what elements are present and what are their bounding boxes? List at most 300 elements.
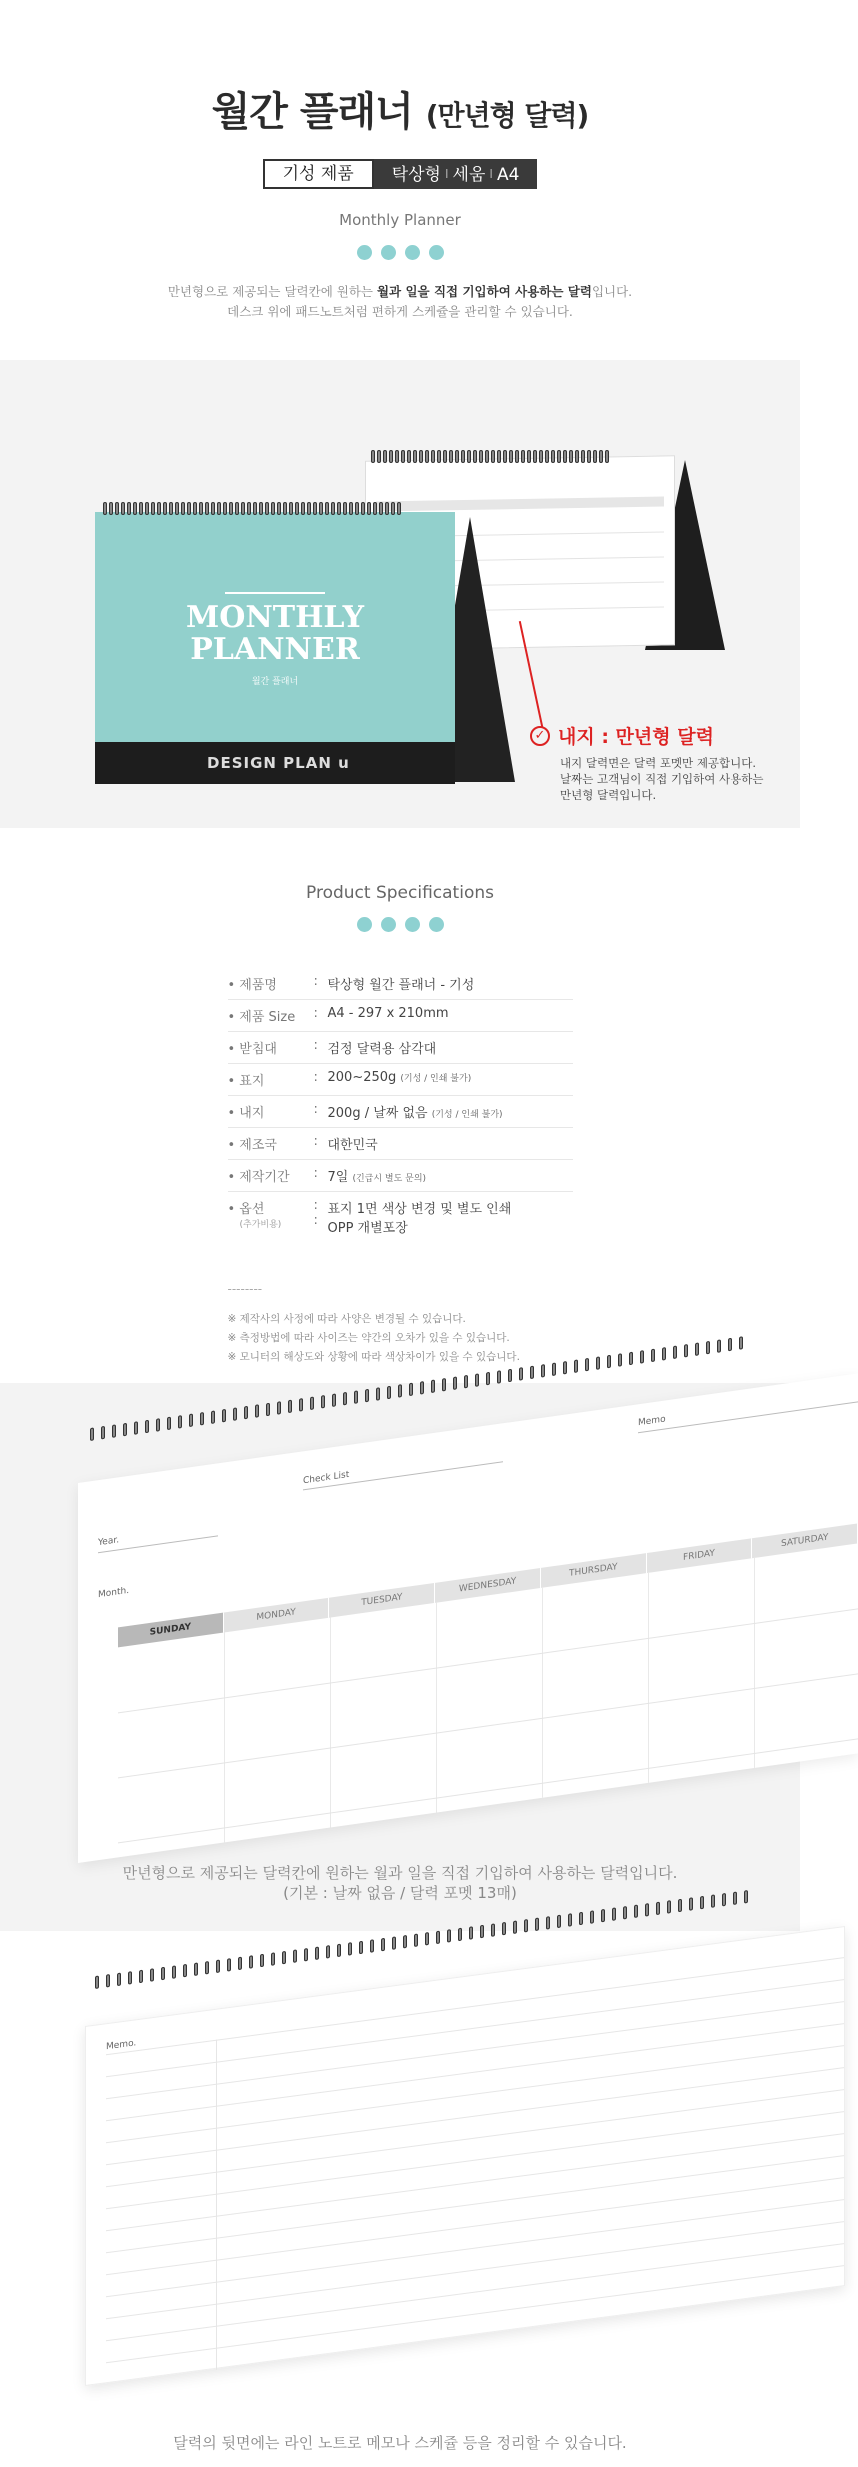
spec-row — [228, 1064, 573, 1096]
spec-value-text: 대한민국 — [327, 1138, 378, 1153]
front-calendar — [95, 502, 515, 772]
spiral-ring — [359, 1941, 363, 1955]
spiral-ring — [443, 450, 447, 463]
option-sub: (추가비용) — [239, 1220, 282, 1230]
spiral-ring — [678, 1899, 682, 1913]
product-tags — [263, 159, 538, 189]
spec-colon: : — [313, 1070, 318, 1085]
spiral-ring — [508, 1369, 512, 1383]
spiral-ring — [121, 502, 125, 515]
spiral-ring — [656, 1902, 660, 1916]
spiral-rings — [371, 450, 609, 463]
cover-base-brand: DESIGN PLAN u — [95, 742, 455, 784]
memo-label: Memo — [638, 1414, 666, 1429]
spiral-ring — [420, 1381, 424, 1395]
spiral-ring — [612, 1907, 616, 1921]
colon: : — [313, 1213, 318, 1228]
product-photo — [0, 360, 800, 828]
spiral-ring — [391, 502, 395, 515]
grid-line — [118, 1738, 858, 1843]
spiral-ring — [684, 1344, 688, 1358]
spiral-ring — [563, 1361, 567, 1375]
spiral-ring — [509, 450, 513, 463]
spiral-ring — [326, 1945, 330, 1959]
product-header — [0, 0, 800, 360]
spiral-ring — [515, 450, 519, 463]
spiral-ring — [259, 502, 263, 515]
spiral-ring — [486, 1372, 490, 1386]
desc-bold: 월과 일을 직접 기입하여 사용하는 달력 — [376, 284, 592, 299]
spiral-ring — [689, 1897, 693, 1911]
inner-caption — [0, 1863, 800, 1903]
spiral-ring — [255, 1404, 259, 1418]
spiral-ring — [343, 502, 347, 515]
spiral-ring — [581, 450, 585, 463]
spiral-ring — [623, 1906, 627, 1920]
spiral-ring — [157, 502, 161, 515]
day-friday: FRIDAY — [647, 1538, 753, 1573]
spiral-ring — [183, 1964, 187, 1978]
note-item: ※ 제작사의 사정에 따라 사양은 변경될 수 있습니다. — [227, 1313, 466, 1325]
grid-line — [224, 1632, 225, 1842]
callout-title: 내지 : 만년형 달력 — [558, 726, 714, 748]
spiral-ring — [304, 1948, 308, 1962]
spiral-ring — [449, 450, 453, 463]
spiral-ring — [161, 1967, 165, 1981]
spiral-ring — [112, 1424, 116, 1438]
spiral-ring — [640, 1350, 644, 1364]
spiral-ring — [733, 1891, 737, 1905]
spiral-ring — [717, 1339, 721, 1353]
spiral-ring — [385, 502, 389, 515]
spiral-ring — [587, 450, 591, 463]
spiral-ring — [431, 450, 435, 463]
spiral-ring — [527, 450, 531, 463]
spiral-ring — [605, 450, 609, 463]
spiral-ring — [461, 450, 465, 463]
spec-label: • 제품 Size — [227, 1010, 296, 1025]
spiral-ring — [437, 450, 441, 463]
spiral-ring — [425, 1932, 429, 1946]
spec-label: • 제조국 — [227, 1138, 277, 1153]
spiral-ring — [277, 1401, 281, 1415]
spiral-ring — [519, 1367, 523, 1381]
spec-row — [228, 1128, 573, 1160]
memo-label: Memo. — [106, 2038, 137, 2053]
option-value: 표지 1면 색상 변경 및 별도 인쇄 — [327, 1202, 512, 1217]
spiral-ring — [205, 1961, 209, 1975]
spiral-ring — [271, 502, 275, 515]
spec-value — [328, 1102, 573, 1121]
spiral-ring — [169, 502, 173, 515]
spiral-ring — [222, 1409, 226, 1423]
spiral-ring — [134, 1421, 138, 1435]
spiral-ring — [354, 1390, 358, 1404]
day-tuesday: TUESDAY — [329, 1583, 435, 1618]
spiral-ring — [409, 1383, 413, 1397]
spiral-ring — [370, 1939, 374, 1953]
dot — [357, 917, 372, 932]
spiral-ring — [475, 1373, 479, 1387]
dot — [381, 245, 396, 260]
spiral-ring — [546, 1916, 550, 1930]
spec-value — [328, 1070, 573, 1089]
memo-page — [85, 1926, 845, 2386]
spiral-ring — [331, 502, 335, 515]
spec-colon: : — [313, 1134, 318, 1149]
day-saturday: SATURDAY — [752, 1523, 858, 1558]
spec-value-text: 200~250g — [327, 1070, 401, 1085]
spiral-ring — [150, 1968, 154, 1982]
spiral-ring — [711, 1894, 715, 1908]
spec-value — [328, 1166, 573, 1185]
desc-pre: 만년형으로 제공되는 달력칸에 원하는 — [167, 284, 377, 299]
spiral-ring — [145, 502, 149, 515]
spec-colon: : — [313, 974, 318, 989]
spiral-ring — [473, 450, 477, 463]
spiral-ring — [464, 1375, 468, 1389]
margin-line — [216, 2040, 217, 2370]
spiral-ring — [233, 1407, 237, 1421]
spiral-ring — [491, 1923, 495, 1937]
spiral-ring — [156, 1418, 160, 1432]
spiral-ring — [343, 1392, 347, 1406]
spiral-ring — [227, 1958, 231, 1972]
tag-sep: I — [489, 167, 493, 181]
spec-colon — [314, 1198, 328, 1236]
grid-line — [648, 1573, 649, 1783]
spec-table — [228, 968, 573, 1242]
spiral-ring — [249, 1955, 253, 1969]
spiral-ring — [634, 1905, 638, 1919]
spiral-ring — [599, 450, 603, 463]
spec-value-text: 탁상형 월간 플래너 - 기성 — [327, 978, 475, 993]
dot — [405, 917, 420, 932]
spiral-ring — [371, 450, 375, 463]
spiral-ring — [700, 1896, 704, 1910]
grid-line — [436, 1603, 437, 1813]
spiral-ring — [332, 1393, 336, 1407]
spiral-ring — [260, 1954, 264, 1968]
month-label: Month. — [98, 1585, 130, 1601]
spiral-ring — [601, 1909, 605, 1923]
grid-line — [330, 1617, 331, 1827]
spec-value-text: A4 - 297 x 210mm — [327, 1006, 449, 1021]
spiral-ring — [568, 1913, 572, 1927]
decor-dots — [0, 245, 800, 260]
desc-line-2: 데스크 위에 패드노트처럼 편하게 스케쥴을 관리할 수 있습니다. — [227, 304, 573, 319]
spiral-ring — [579, 1912, 583, 1926]
spiral-ring — [563, 450, 567, 463]
tag-sep: I — [444, 167, 449, 181]
spiral-ring — [299, 1398, 303, 1412]
spiral-ring — [728, 1338, 732, 1352]
spec-colon: : — [313, 1166, 318, 1181]
callout-text — [530, 755, 790, 803]
cover-subtitle: 월간 플래너 — [251, 677, 299, 687]
spiral-ring — [199, 502, 203, 515]
spiral-ring — [469, 1926, 473, 1940]
spiral-ring — [355, 502, 359, 515]
spiral-ring — [497, 450, 501, 463]
inner-calendar-photo — [0, 1383, 829, 1931]
dot — [429, 245, 444, 260]
cover-title-line-2: PLANNER — [190, 632, 360, 667]
spiral-ring — [106, 1974, 110, 1988]
specs-heading: Product Specifications — [306, 883, 494, 903]
spiral-ring — [361, 502, 365, 515]
tag-spec — [374, 159, 538, 189]
spiral-ring — [389, 450, 393, 463]
spec-label: • 내지 — [227, 1106, 265, 1121]
day-sunday: SUNDAY — [118, 1613, 224, 1648]
spiral-ring — [128, 1971, 132, 1985]
caption-line: (기본 : 날짜 없음 / 달력 포멧 13매) — [283, 1884, 517, 1902]
spiral-ring — [253, 502, 257, 515]
spiral-ring — [585, 1358, 589, 1372]
spiral-ring — [447, 1929, 451, 1943]
spec-value — [328, 1198, 573, 1236]
spiral-ring — [403, 1935, 407, 1949]
divider-dash: -------- — [227, 1282, 263, 1296]
spiral-ring — [103, 502, 107, 515]
spiral-ring — [485, 450, 489, 463]
spiral-ring — [216, 1960, 220, 1974]
spiral-ring — [133, 502, 137, 515]
check-circle-icon: ✓ — [530, 726, 550, 746]
spiral-ring — [557, 1915, 561, 1929]
note-item: ※ 모니터의 해상도와 상황에 따라 색상차이가 있을 수 있습니다. — [227, 1351, 520, 1363]
spiral-ring — [407, 450, 411, 463]
spiral-ring — [348, 1942, 352, 1956]
caption-line: 만년형으로 제공되는 달력칸에 원하는 월과 일을 직접 기입하여 사용하는 달력입니다. — [122, 1864, 678, 1882]
spiral-ring — [455, 450, 459, 463]
colon: : — [313, 1198, 318, 1213]
spiral-ring — [377, 450, 381, 463]
spiral-ring — [397, 502, 401, 515]
grid-line — [754, 1558, 755, 1768]
spiral-ring — [539, 450, 543, 463]
spec-row — [228, 968, 573, 1000]
spiral-ring — [545, 450, 549, 463]
back-side-photo — [0, 1931, 800, 2467]
spiral-ring — [365, 1389, 369, 1403]
spiral-ring — [307, 502, 311, 515]
spec-row-option — [228, 1192, 573, 1242]
spiral-ring — [530, 1366, 534, 1380]
spiral-ring — [425, 450, 429, 463]
grid-line — [542, 1588, 543, 1798]
product-description — [0, 282, 800, 322]
spiral-ring — [575, 450, 579, 463]
spiral-ring — [172, 1965, 176, 1979]
callout-line: 내지 달력면은 달력 포멧만 제공합니다. — [560, 756, 757, 770]
desc-post: 입니다. — [591, 284, 633, 299]
spec-label: • 받침대 — [227, 1042, 277, 1057]
spiral-rings — [103, 502, 401, 515]
spiral-ring — [662, 1347, 666, 1361]
spec-value — [328, 974, 573, 993]
spiral-ring — [673, 1346, 677, 1360]
spiral-ring — [321, 1395, 325, 1409]
checklist-label: Check List — [303, 1469, 350, 1487]
day-monday: MONDAY — [224, 1598, 330, 1633]
spec-note: (긴급시 별도 문의) — [352, 1174, 427, 1184]
title-sub: (만년형 달력) — [425, 99, 589, 132]
spiral-ring — [189, 1414, 193, 1428]
spiral-ring — [593, 450, 597, 463]
decor-dots — [0, 917, 800, 932]
spiral-ring — [337, 1944, 341, 1958]
spec-value-text: 200g / 날짜 없음 — [327, 1106, 432, 1121]
option-label: • 옵션 — [227, 1202, 265, 1217]
spiral-ring — [667, 1900, 671, 1914]
spec-value-text: 7일 — [327, 1170, 353, 1185]
spiral-ring — [596, 1356, 600, 1370]
spiral-ring — [123, 1423, 127, 1437]
spec-label: • 제작기간 — [227, 1170, 290, 1185]
spiral-ring — [431, 1380, 435, 1394]
spiral-ring — [95, 1975, 99, 1989]
spiral-ring — [151, 502, 155, 515]
spec-colon: : — [313, 1038, 318, 1053]
spec-row — [228, 1096, 573, 1128]
callout-line: 날짜는 고객님이 직접 기입하여 사용하는 — [560, 772, 764, 786]
tag-basic: 기성 제품 — [263, 159, 374, 189]
spec-value-text: 검정 달력용 삼각대 — [327, 1042, 437, 1057]
spiral-ring — [387, 1386, 391, 1400]
spiral-ring — [283, 502, 287, 515]
spiral-ring — [229, 502, 233, 515]
spiral-ring — [739, 1336, 743, 1350]
spiral-ring — [282, 1951, 286, 1965]
spiral-ring — [315, 1947, 319, 1961]
spiral-ring — [175, 502, 179, 515]
note-item: ※ 측정방법에 따라 사이즈는 약간의 오차가 있을 수 있습니다. — [227, 1332, 510, 1344]
spec-row — [228, 1160, 573, 1192]
dot — [381, 917, 396, 932]
cover-title — [95, 602, 455, 666]
tag-orient: 세움 — [452, 165, 486, 185]
spiral-ring — [235, 502, 239, 515]
spiral-ring — [557, 450, 561, 463]
spiral-ring — [645, 1903, 649, 1917]
spec-value — [328, 1134, 573, 1153]
spiral-ring — [706, 1341, 710, 1355]
spiral-ring — [200, 1412, 204, 1426]
spiral-ring — [266, 1403, 270, 1417]
ruled-line — [106, 1979, 844, 2077]
callout-head — [530, 722, 790, 749]
day-thursday: THURSDAY — [541, 1553, 647, 1588]
inner-calendar-page — [78, 1373, 858, 1863]
spiral-ring — [178, 1415, 182, 1429]
spec-value — [328, 1038, 573, 1057]
spiral-ring — [458, 1928, 462, 1942]
spiral-ring — [139, 1970, 143, 1984]
spiral-ring — [467, 450, 471, 463]
spiral-ring — [127, 502, 131, 515]
spiral-ring — [521, 450, 525, 463]
spiral-ring — [325, 502, 329, 515]
spiral-ring — [551, 450, 555, 463]
spiral-ring — [480, 1925, 484, 1939]
calendar-cover — [95, 512, 455, 742]
spiral-ring — [349, 502, 353, 515]
spiral-ring — [181, 502, 185, 515]
spiral-ring — [247, 502, 251, 515]
english-title: Monthly Planner — [339, 211, 461, 229]
option-value: OPP 개별포장 — [327, 1221, 408, 1236]
spiral-ring — [194, 1962, 198, 1976]
spiral-ring — [277, 502, 281, 515]
spiral-ring — [502, 1922, 506, 1936]
spiral-ring — [381, 1938, 385, 1952]
spiral-ring — [629, 1352, 633, 1366]
cover-ornament — [225, 592, 325, 594]
spiral-ring — [398, 1384, 402, 1398]
spiral-ring — [117, 1973, 121, 1987]
spiral-ring — [503, 450, 507, 463]
spiral-ring — [413, 450, 417, 463]
spiral-ring — [497, 1370, 501, 1384]
spiral-ring — [163, 502, 167, 515]
spiral-ring — [223, 502, 227, 515]
spiral-ring — [265, 502, 269, 515]
spiral-ring — [295, 502, 299, 515]
spec-note: (기성 / 인쇄 불가) — [400, 1074, 472, 1084]
underline — [638, 1401, 858, 1433]
spiral-ring — [618, 1353, 622, 1367]
spiral-ring — [590, 1910, 594, 1924]
grid-line — [118, 1673, 858, 1778]
spiral-ring — [436, 1931, 440, 1945]
spiral-ring — [392, 1936, 396, 1950]
back-caption: 달력의 뒷면에는 라인 노트로 메모나 스케쥴 등을 정리할 수 있습니다. — [173, 2434, 627, 2452]
spiral-ring — [167, 1417, 171, 1431]
spiral-ring — [401, 450, 405, 463]
spiral-ring — [535, 1918, 539, 1932]
spiral-ring — [205, 502, 209, 515]
spiral-ring — [293, 1949, 297, 1963]
spiral-ring — [373, 502, 377, 515]
spiral-ring — [533, 450, 537, 463]
spiral-ring — [491, 450, 495, 463]
spiral-ring — [193, 502, 197, 515]
spec-value — [328, 1006, 573, 1025]
dot — [405, 245, 420, 260]
spiral-ring — [414, 1933, 418, 1947]
spiral-ring — [607, 1355, 611, 1369]
day-header-row — [118, 1523, 858, 1647]
year-label: Year. — [98, 1535, 120, 1549]
spiral-ring — [145, 1420, 149, 1434]
tag-size: A4 — [496, 165, 520, 185]
spiral-ring — [187, 502, 191, 515]
spiral-ring — [319, 502, 323, 515]
spec-label — [228, 1198, 314, 1236]
spiral-ring — [722, 1893, 726, 1907]
callout-line: 만년형 달력입니다. — [560, 788, 657, 802]
spiral-ring — [313, 502, 317, 515]
spiral-ring — [744, 1890, 748, 1904]
product-specifications — [0, 828, 800, 1383]
spiral-ring — [395, 450, 399, 463]
spec-label: • 제품명 — [227, 978, 277, 993]
spec-row — [228, 1032, 573, 1064]
spiral-ring — [383, 450, 387, 463]
spiral-ring — [90, 1427, 94, 1441]
